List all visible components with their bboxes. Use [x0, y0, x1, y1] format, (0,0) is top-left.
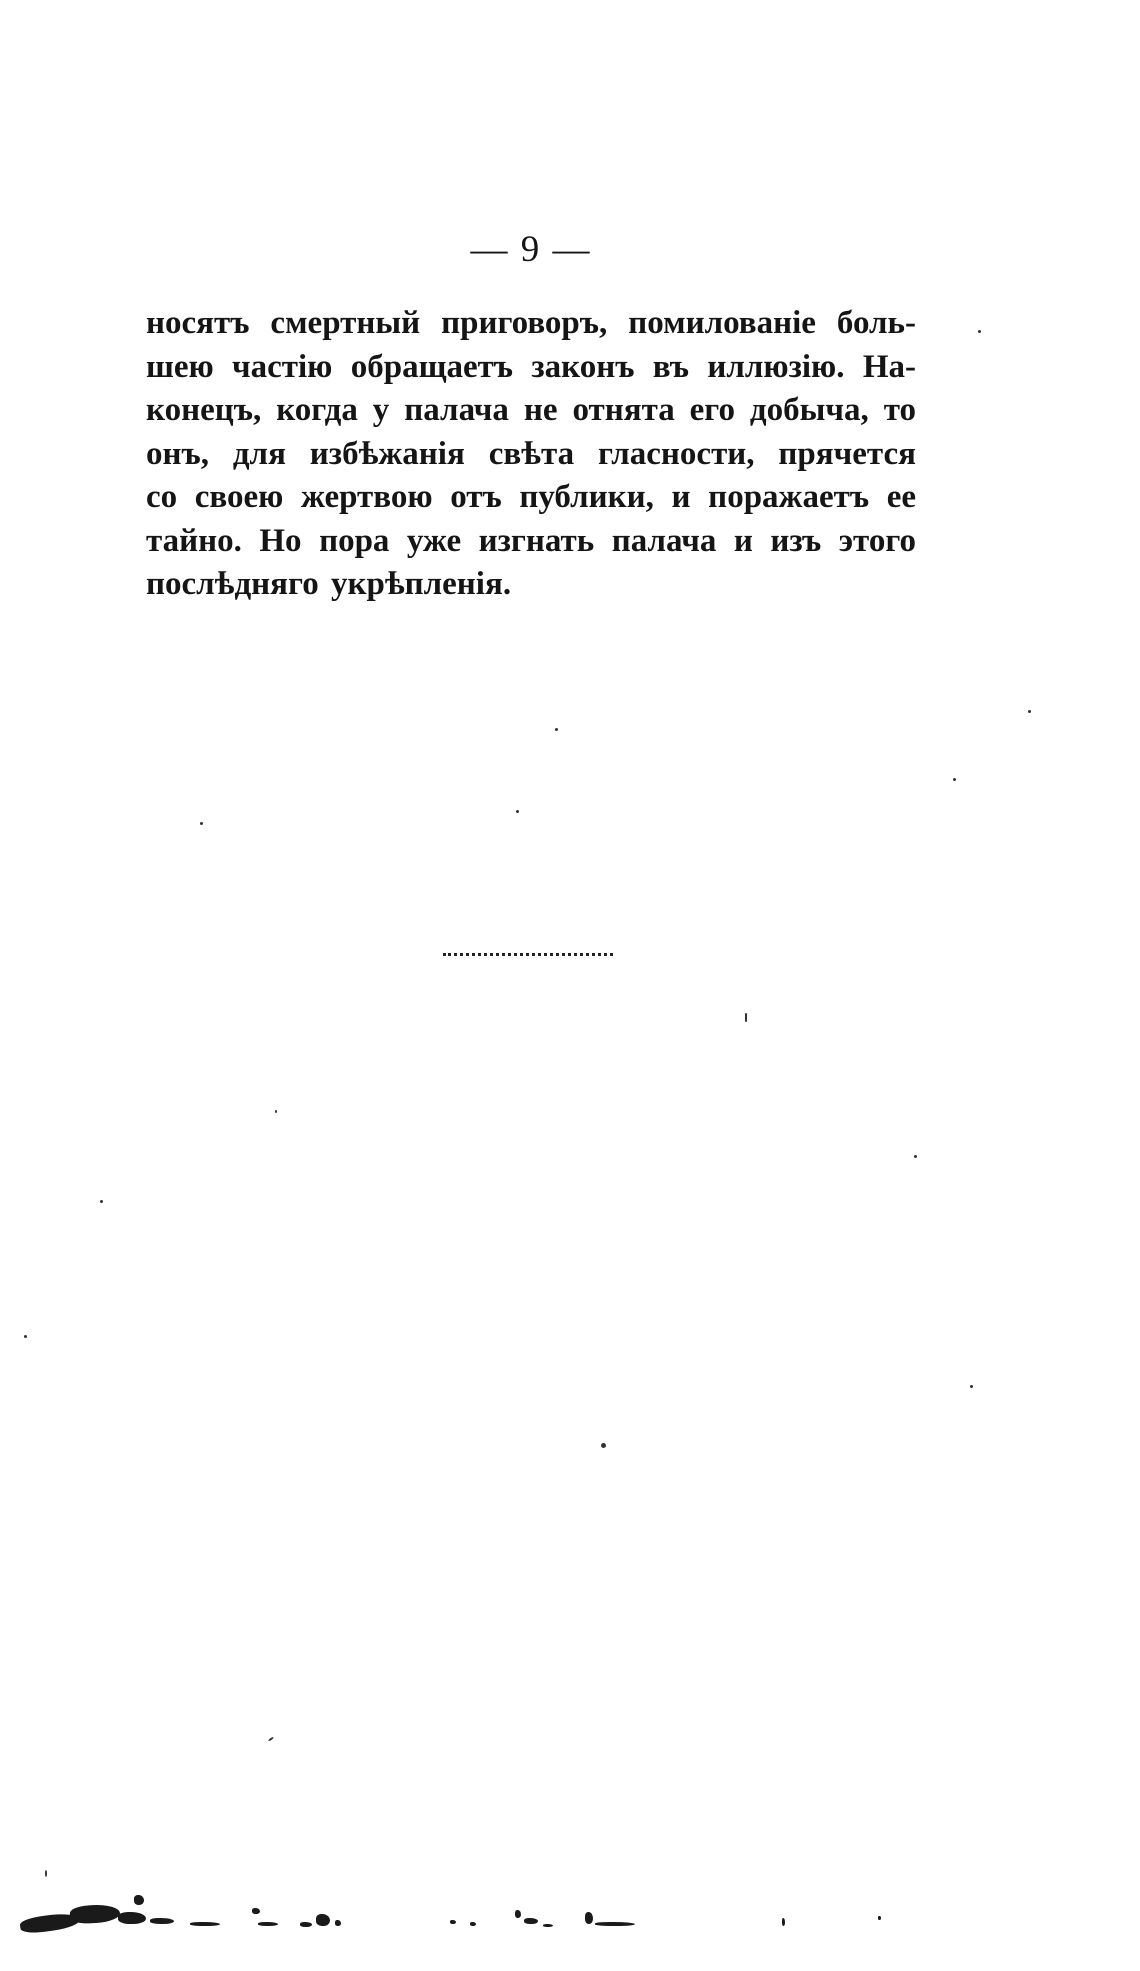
- scan-speck: [516, 810, 519, 813]
- scan-smudge: [515, 1910, 521, 1918]
- scan-smudge: [134, 1895, 144, 1905]
- scan-speck: [200, 822, 203, 825]
- scan-smudge: [782, 1918, 785, 1926]
- scan-speck: [978, 330, 981, 333]
- scan-smudge: [470, 1922, 476, 1926]
- scan-smudge: [190, 1922, 220, 1926]
- scan-speck: [601, 1443, 606, 1448]
- scan-smudge: [878, 1916, 881, 1920]
- scan-smudge: [118, 1912, 146, 1924]
- scan-smudge: [335, 1920, 341, 1926]
- scan-speck: [100, 1200, 103, 1203]
- section-divider: [443, 953, 613, 956]
- scan-smudge: [450, 1920, 456, 1924]
- text-line: со своею жертвою отъ публики, и поражаетъ ее: [146, 479, 916, 515]
- scan-speck: [555, 728, 558, 731]
- scan-smudge: [524, 1918, 538, 1924]
- text-line: тайно. Но пора уже изгнать палача и изъ этого: [146, 522, 916, 559]
- scan-smudge: [585, 1912, 593, 1924]
- body-text: [146, 302, 916, 607]
- scan-speck: [914, 1155, 917, 1158]
- scan-speck: [970, 1385, 973, 1388]
- scan-smudge: [69, 1903, 120, 1924]
- scan-smudge: [252, 1908, 260, 1914]
- scan-smudge: [543, 1924, 553, 1927]
- text-line: шею частію обращаетъ законъ въ иллюзію. На-: [146, 348, 916, 385]
- scan-smudge: [300, 1922, 312, 1927]
- text-line: носятъ смертный приговоръ, помилованіе боль-: [146, 305, 916, 341]
- text-line: конецъ, когда у палача не отнята его добыча, то: [146, 392, 916, 428]
- scan-speck: [268, 1736, 274, 1741]
- scan-speck: [275, 1110, 277, 1113]
- scan-speck: [45, 1870, 47, 1877]
- scan-smudge: [595, 1922, 635, 1926]
- text-line: онъ, для избѣжанія свѣта гласности, прячется: [146, 435, 916, 472]
- page-number: — 9 —: [470, 229, 592, 270]
- text-line: послѣдняго укрѣпленія.: [146, 566, 512, 602]
- scan-smudge: [258, 1922, 278, 1926]
- scan-speck: [1028, 710, 1031, 713]
- scan-smudge: [316, 1914, 330, 1926]
- scan-speck: [953, 778, 956, 781]
- scan-speck: [745, 1013, 747, 1022]
- scan-smudge: [150, 1918, 174, 1924]
- scan-speck: [24, 1335, 27, 1338]
